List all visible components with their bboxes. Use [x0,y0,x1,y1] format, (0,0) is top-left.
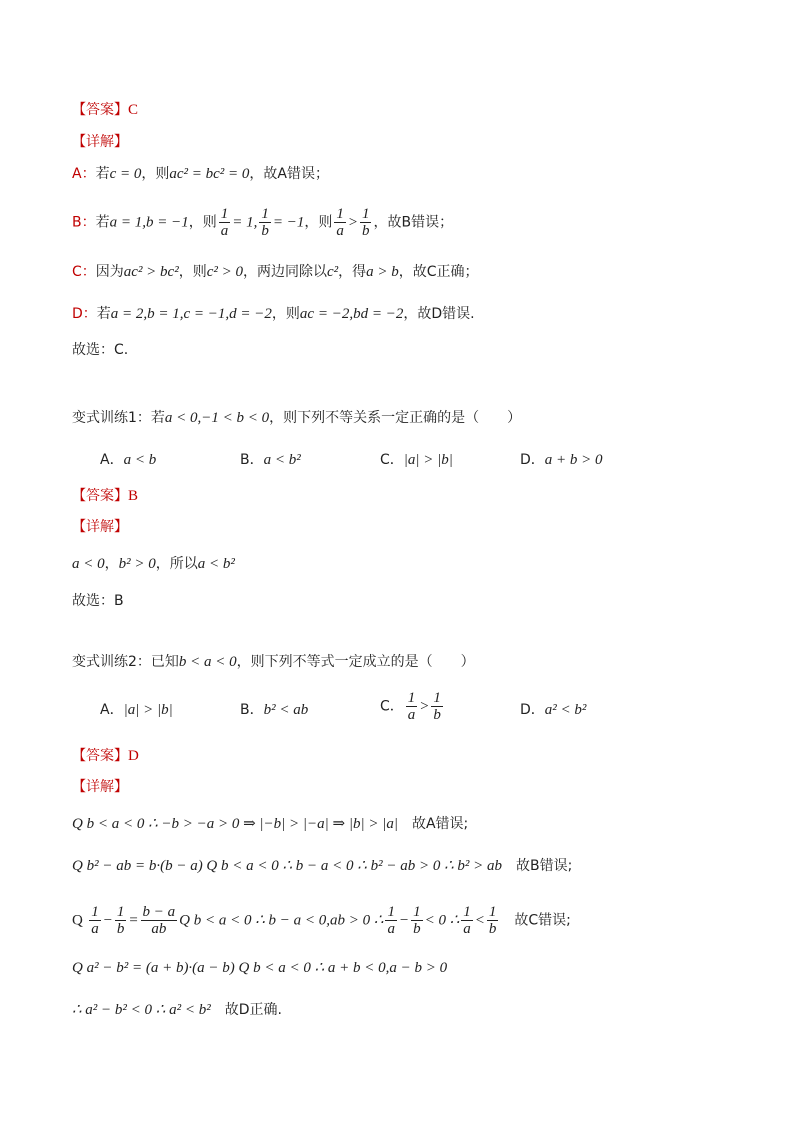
exercise-1-option-d[interactable]: D．a + b > 0 [520,452,603,468]
exercise-2-detail-line-5: ∴ a² − b² < 0 ∴ a² < b² 故D正确. [72,1002,282,1018]
exercise-1-option-c[interactable]: C．|a| > |b| [380,452,453,468]
exercise-2-option-d[interactable]: D．a² < b² [520,702,587,718]
detail-line-a: A：若c = 0，则ac² = bc² = 0，故A错误； [72,166,329,182]
exercise-1-option-a[interactable]: A．a < b [100,452,157,468]
answer-value: C [128,102,139,118]
answer-line-2: 【答案】B [72,488,139,504]
detail-label: 【详解】 [72,134,128,150]
exercise-1-question: 变式训练1：若a < 0,−1 < b < 0，则下列不等关系一定正确的是（ ） [72,410,522,426]
detail-line-d: D：若a = 2,b = 1,c = −1,d = −2，则ac = −2,bd = −2，故D错误. [72,306,475,322]
detail-label-2: 【详解】 [72,519,128,535]
choose-line-1: 故选：C. [72,342,129,358]
detail-line-b: B：若a = 1,b = −1，则 $\frac{1}{a}$ = 1, $\frac{1}{b}$ = −1，则 $\frac{1}{a}$ > $\frac{1}{b}$ ，故B错误； [72,206,454,239]
exercise-1-option-b[interactable]: B．a < b² [240,452,301,468]
choose-line-2: 故选：B [72,593,124,609]
answer-label: 【答案】 [72,102,128,118]
exercise-1-detail: a < 0，b² > 0，所以a < b² [72,556,235,572]
detail-line-c: C：因为ac² > bc²，则c² > 0，两边同除以c²，得a > b，故C正确； [72,264,479,280]
exercise-2-detail-line-2: Q b² − ab = b·(b − a) Q b < a < 0 ∴ b − a < 0 ∴ b² − ab > 0 ∴ b² > ab 故B错误; [72,858,573,874]
exercise-2-option-b[interactable]: B．b² < ab [240,702,309,718]
exercise-2-option-c[interactable]: C． $\frac{1}{a}$ > $\frac{1}{b}$ [380,690,441,723]
exercise-2-question: 变式训练2：已知b < a < 0，则下列不等式一定成立的是（ ） [72,654,475,670]
answer-line-1 [72,100,138,120]
exercise-2-detail-line-3: Q $\frac{1}{a}$ − $\frac{1}{b}$ = $\frac{b - a}{ab}$ Q b < a < 0 ∴ b − a < 0,ab > 0 ∴ $\frac{1}{a}$ − $\frac{1}{b}$ < 0 ∴ $\frac{1}{a}$ < $\frac{1}{b}$ 故C错误; [72,904,571,937]
exercise-2-detail-line-4: Q a² − b² = (a + b)·(a − b) Q b < a < 0 ∴ a + b < 0,a − b > 0 [72,960,448,976]
answer-line-3: 【答案】D [72,748,139,764]
exercise-2-option-a[interactable]: A．|a| > |b| [100,702,173,718]
exercise-2-detail-line-1: Q b < a < 0 ∴ −b > −a > 0 ⇒ |−b| > |−a| ⇒ |b| > |a| 故A错误; [72,816,469,832]
detail-label-3: 【详解】 [72,779,128,795]
